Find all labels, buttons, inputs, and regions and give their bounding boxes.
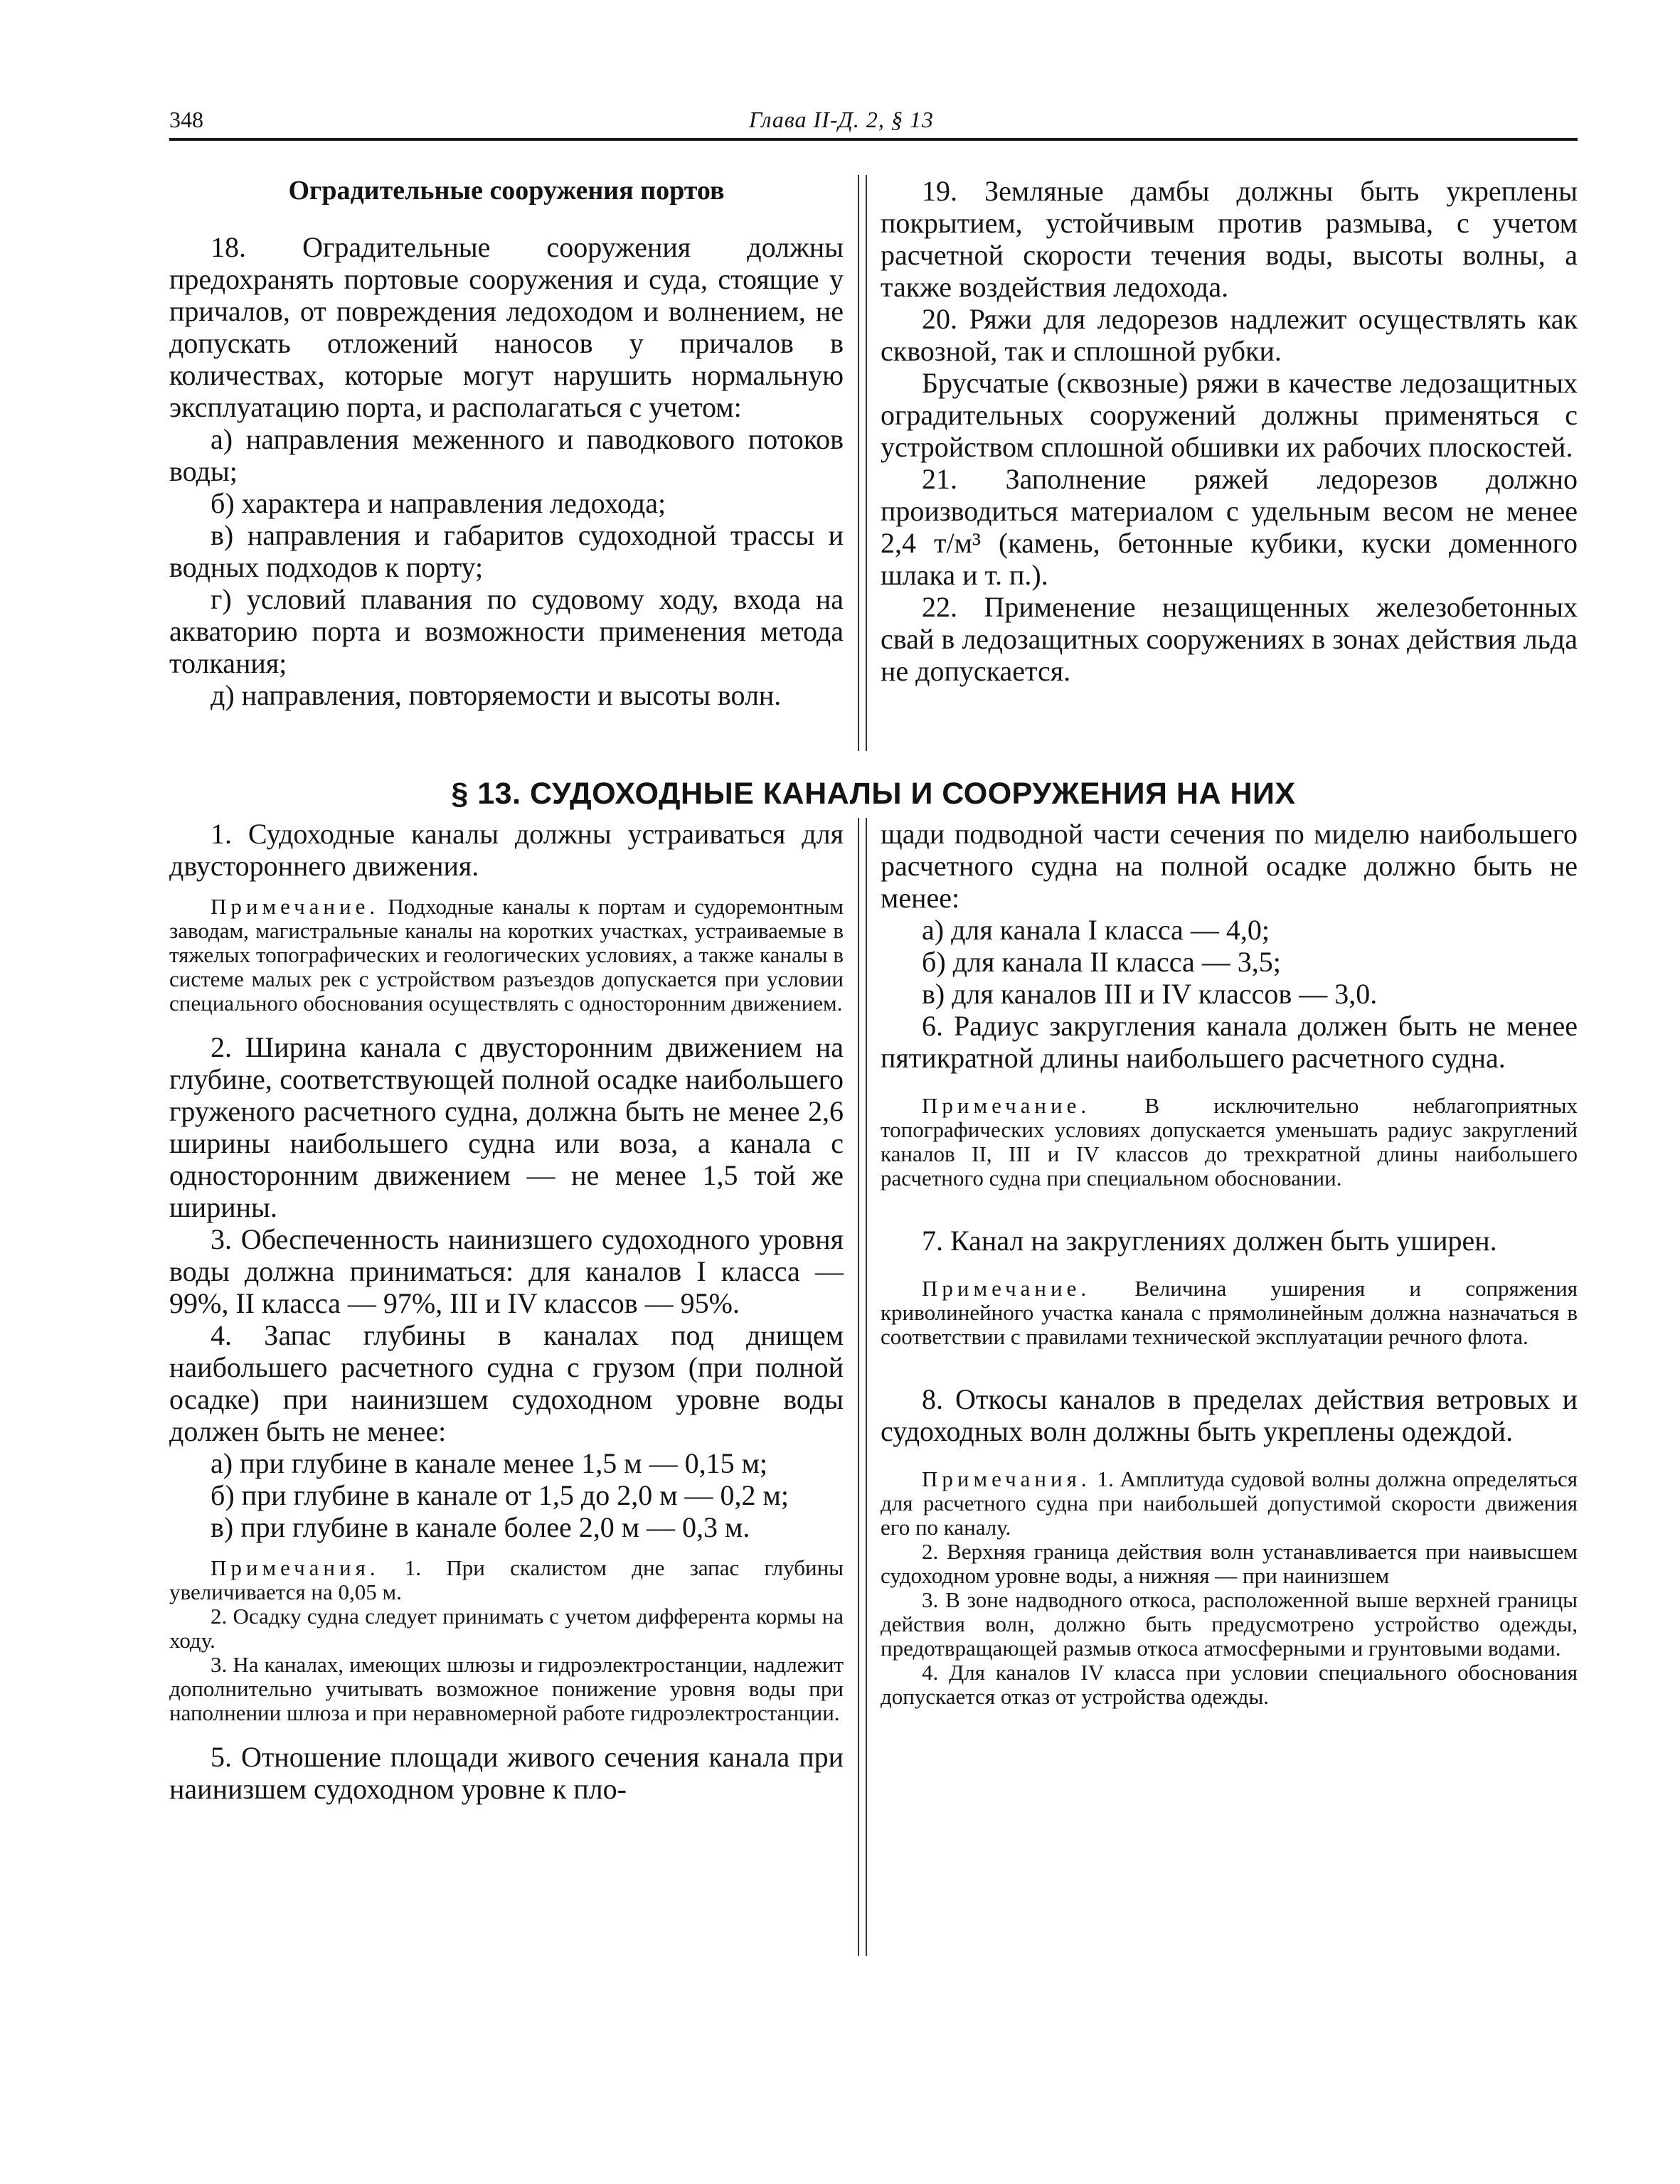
paragraph-2: 2. Ширина канала с двусторонним движением на глубине, соответствующей полной осадке наибольшего груженого расчетного судна, должна быть не менее 2,6 ширины наибольшего судна или воза, а канала с односторонним движением — не менее 1,5 той же ширины. bbox=[169, 1031, 844, 1223]
note-text: Величина уширения и сопряжения криволинейного участка канала с прямолинейным должна назначаться в соответствии с правилами технической эксплуатации речного флота. bbox=[881, 1276, 1578, 1349]
list-item: в) при глубине в канале более 2,0 м — 0,3 м. bbox=[211, 1511, 750, 1543]
list-item: в) для каналов III и IV классов — 3,0. bbox=[922, 978, 1378, 1010]
paragraph-20-continued: Брусчатые (сквозные) ряжи в качестве ледозащитных оградительных сооружений должны применяться с устройством сплошной обшивки их рабочих плоскостей. bbox=[881, 367, 1578, 463]
list-item: б) для канала II класса — 3,5; bbox=[922, 946, 1281, 978]
paragraph-5: 5. Отношение площади живого сечения канала при наинизшем судоходном уровне к пло- bbox=[169, 1741, 844, 1805]
paragraph-22: 22. Применение незащищенных железобетонных свай в ледозащитных сооружениях в зонах действия льда не допускается. bbox=[881, 591, 1578, 687]
note-text: 4. Для каналов IV класса при условии специального обоснования допускается отказ от устройства одежды. bbox=[881, 1660, 1578, 1709]
note bbox=[881, 1094, 1578, 1190]
paragraph-1: 1. Судоходные каналы должны устраиваться для двустороннего движения. bbox=[169, 818, 844, 882]
note-label: Примечание. bbox=[211, 894, 380, 919]
chapter-reference: Глава II-Д. 2, § 13 bbox=[749, 107, 934, 132]
list-item: в) направления и габаритов судоходной трассы и водных подходов к порту; bbox=[169, 519, 844, 583]
note-text: 3. В зоне надводного откоса, расположенной выше верхней границы действия волн, должно быть предусмотрено устройство одежды, предотвращающей размыв откоса атмосферными и грунтовыми водами. bbox=[881, 1587, 1578, 1661]
note-text: 1. Амплитуда судовой волны должна определяться для расчетного судна при наибольшей допустимой скорости движения его по каналу. bbox=[881, 1466, 1578, 1540]
list-item: д) направления, повторяемости и высоты волн. bbox=[211, 679, 782, 711]
top-right-column bbox=[881, 175, 1578, 687]
header-rule bbox=[169, 138, 1578, 141]
paragraph-19: 19. Земляные дамбы должны быть укреплены покрытием, устойчивым против размыва, с учетом расчетной скорости течения воды, высоты волны, а также воздействия ледохода. bbox=[881, 175, 1578, 303]
bottom-left-column bbox=[169, 818, 844, 1805]
running-head bbox=[169, 100, 1578, 139]
notes bbox=[881, 1467, 1578, 1709]
notes bbox=[169, 1556, 844, 1725]
note-label: Примечание. bbox=[922, 1276, 1091, 1301]
bottom-right-column bbox=[881, 818, 1578, 1725]
column-divider bbox=[858, 818, 867, 1956]
list-item: б) характера и направления ледохода; bbox=[211, 487, 666, 519]
paragraph-18: 18. Оградительные сооружения должны предохранять портовые сооружения и суда, стоящие у причалов, от повреждения ледоходом и волнением, не допускать отложений наносов у причалов в количествах, которые могут нарушить нормальную эксплуатацию порта, и располагаться с учетом: bbox=[169, 231, 844, 423]
note-text: 2. Верхняя граница действия волн устанавливается при наивысшем судоходном уровне воды, а нижняя — при наинизшем bbox=[881, 1539, 1578, 1588]
column-divider bbox=[858, 175, 867, 751]
list-item: а) направления меженного и паводкового потоков воды; bbox=[169, 423, 844, 487]
note-text: Подходные каналы к портам и судоремонтным заводам, магистральные каналы на коротких участках, устраиваемые в тяжелых топографических и геологических условиях, а также каналы в системе малых рек с устройством разъездов допускается при условии специального обоснования осуществлять с односторонним движением. bbox=[169, 894, 844, 1016]
paragraph-6: 6. Радиус закругления канала должен быть не менее пятикратной длины наибольшего расчетного судна. bbox=[881, 1010, 1578, 1074]
notes-label: Примечания. bbox=[211, 1555, 380, 1580]
list-item: а) при глубине в канале менее 1,5 м — 0,15 м; bbox=[211, 1447, 768, 1479]
paragraph-5-continued: щади подводной части сечения по миделю наибольшего расчетного судна на полной осадке должно быть не менее: bbox=[881, 818, 1578, 914]
page-number: 348 bbox=[169, 107, 203, 132]
note bbox=[881, 1277, 1578, 1349]
list-item: б) при глубине в канале от 1,5 до 2,0 м — 0,2 м; bbox=[211, 1479, 789, 1511]
note-label: Примечание. bbox=[922, 1093, 1091, 1118]
top-left-column bbox=[169, 175, 844, 711]
note-text: 3. На каналах, имеющих шлюзы и гидроэлектростанции, надлежит дополнительно учитывать возможное понижение уровня воды при наполнении шлюза и при неравномерной работе гидроэлектростанции. bbox=[169, 1652, 844, 1725]
list-item: а) для канала I класса — 4,0; bbox=[922, 914, 1270, 946]
section-heading: § 13. СУДОХОДНЫЕ КАНАЛЫ И СООРУЖЕНИЯ НА НИХ bbox=[451, 777, 1296, 811]
paragraph-7: 7. Канал на закруглениях должен быть уширен. bbox=[922, 1225, 1497, 1257]
note bbox=[169, 895, 844, 1016]
paragraph-8: 8. Откосы каналов в пределах действия ветровых и судоходных волн должны быть укреплены одеждой. bbox=[881, 1383, 1578, 1447]
note-text: 1. При скалистом дне запас глубины увеличивается на 0,05 м. bbox=[169, 1555, 844, 1604]
paragraph-21: 21. Заполнение ряжей ледорезов должно производиться материалом с удельным весом не менее 2,4 т/м³ (камень, бетонные кубики, куски доменного шлака и т. п.). bbox=[881, 463, 1578, 591]
note-text: В исключительно неблагоприятных топографических условиях допускается уменьшать радиус закруглений каналов II, III и IV классов до трехкратной длины наибольшего расчетного судна при специальном обосновании. bbox=[881, 1093, 1578, 1190]
paragraph-3: 3. Обеспеченность наинизшего судоходного уровня воды должна приниматься: для каналов I класса — 99%, II класса — 97%, III и IV классов — 95%. bbox=[169, 1223, 844, 1319]
notes-label: Примечания. bbox=[922, 1466, 1091, 1491]
list-item: г) условий плавания по судовому ходу, входа на акваторию порта и возможности применения метода толкания; bbox=[169, 583, 844, 679]
paragraph-20: 20. Ряжи для ледорезов надлежит осуществлять как сквозной, так и сплошной рубки. bbox=[881, 303, 1578, 367]
note-text: 2. Осадку судна следует принимать с учетом дифферента кормы на ходу. bbox=[169, 1604, 844, 1653]
paragraph-4: 4. Запас глубины в каналах под днищем наибольшего расчетного судна с грузом (при полной осадке) при наинизшем судоходном уровне воды должен быть не менее: bbox=[169, 1319, 844, 1447]
subheading: Оградительные сооружения портов bbox=[288, 176, 725, 206]
